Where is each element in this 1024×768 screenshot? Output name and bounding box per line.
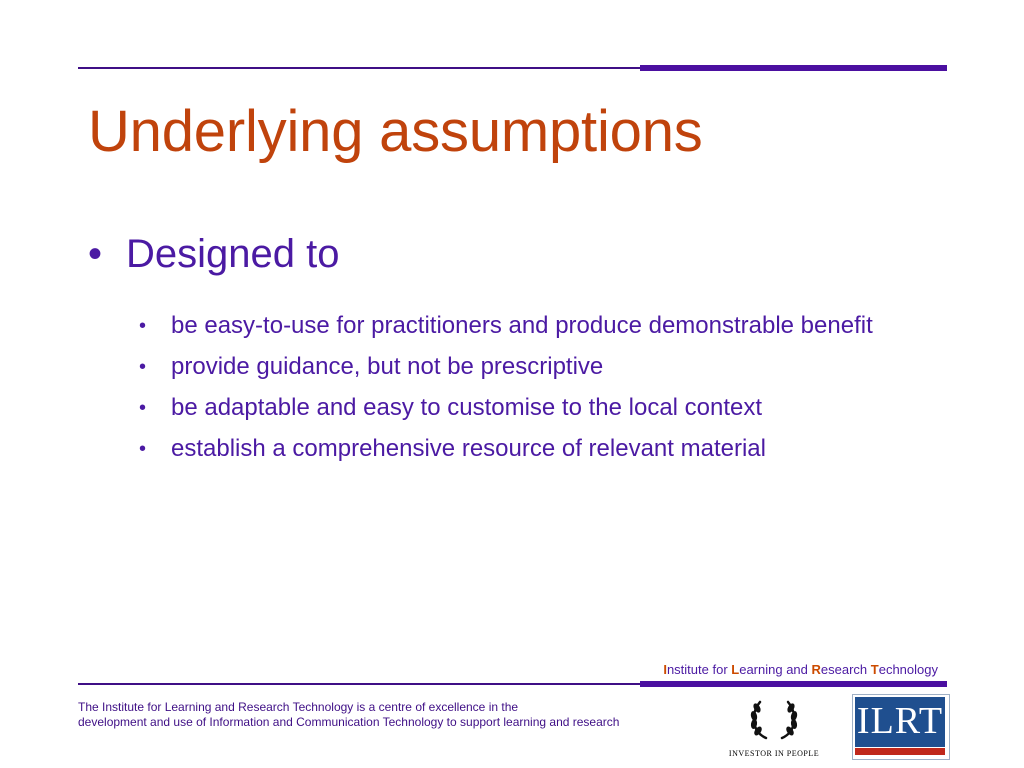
accent-letter: L (731, 662, 740, 677)
investor-in-people-logo (726, 694, 822, 758)
bullet-dot: • (139, 315, 147, 337)
accent-letter: R (811, 662, 821, 677)
footer-line-2: development and use of Information and Communication Technology to support learning and research (78, 715, 620, 729)
ilrt-logo-text: ILRT (856, 700, 944, 742)
top-rule-thin (78, 67, 642, 69)
laurel-wreath-icon (726, 694, 822, 746)
list-item (137, 310, 937, 342)
sub-bullet-list (137, 310, 937, 474)
list-item (137, 433, 937, 465)
investor-in-people-caption: INVESTOR IN PEOPLE (728, 749, 820, 758)
ilrt-logo-panel (855, 697, 945, 747)
list-item-text: be easy-to-use for practitioners and produce demonstrable benefit (171, 312, 873, 339)
footer-institute-label (663, 662, 938, 677)
label-part: nstitute for (666, 662, 732, 677)
list-item-text: be adaptable and easy to customise to the local context (171, 394, 763, 421)
accent-letter: I (663, 662, 667, 677)
list-item (137, 351, 937, 383)
label-part: earning and (739, 662, 812, 677)
top-rule-thick (640, 65, 947, 71)
bullet-level1-text: Designed to (126, 232, 340, 276)
slide-title: Underlying assumptions (88, 99, 703, 164)
label-part: esearch (820, 662, 871, 677)
list-item-text: establish a comprehensive resource of relevant material (171, 435, 766, 462)
list-item (137, 392, 937, 424)
ilrt-logo (852, 694, 950, 760)
label-part: echnology (878, 662, 938, 677)
list-item-text: provide guidance, but not be prescriptive (171, 353, 604, 380)
footer-description (78, 700, 678, 730)
footer-line-1: The Institute for Learning and Research Technology is a centre of excellence in the (78, 700, 519, 714)
footer-rule-thick (640, 681, 947, 687)
bullet-dot: • (139, 397, 147, 419)
bullet-dot: • (139, 438, 147, 460)
ilrt-logo-band (855, 748, 945, 755)
accent-letter: T (870, 662, 879, 677)
bullet-level1 (88, 232, 339, 277)
bullet-dot: • (88, 232, 103, 276)
bullet-dot: • (139, 356, 147, 378)
footer-rule-thin (78, 683, 642, 685)
